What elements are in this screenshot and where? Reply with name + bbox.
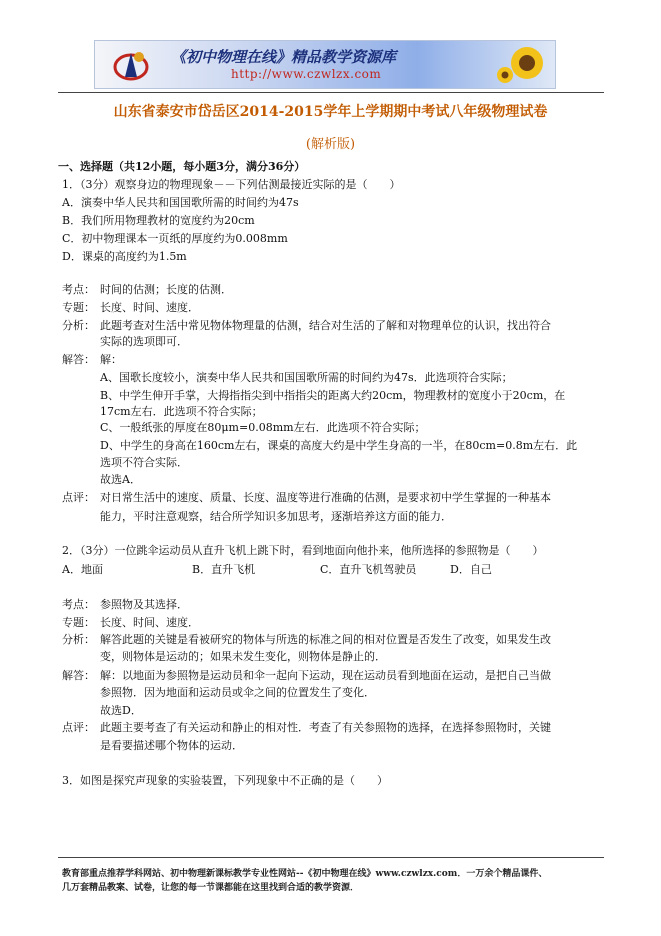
- q1-jieda-line-1: 解：: [100, 353, 122, 366]
- q1-option-a: A．演奏中华人民共和国国歌所需的时间约为47s: [62, 196, 299, 209]
- site-logo-icon: [113, 47, 149, 83]
- q1-dianping-line-1: 对日常生活中的速度、质量、长度、温度等进行准确的估测，是要求初中学生掌握的一种基本: [100, 491, 551, 504]
- q3-stem: 3．如图是探究声现象的实验装置，下列现象中不正确的是（ ）: [62, 774, 388, 787]
- q1-dianping-line-2: 能力，平时注意观察，结合所学知识多加思考，逐渐培养这方面的能力．: [100, 510, 452, 523]
- q2-option-c: C．直升飞机驾驶员: [320, 563, 417, 576]
- q1-jieda-line-5: C、一般纸张的厚度在80μm=0.08mm左右．此选项不符合实际；: [100, 421, 426, 434]
- section-heading: 一、选择题（共12小题，每小题3分，满分36分）: [58, 160, 306, 173]
- q1-kaodian-label: 考点：: [62, 283, 95, 296]
- q2-kaodian-label: 考点：: [62, 598, 95, 611]
- q1-zhuanti: 长度、时间、速度．: [100, 301, 199, 314]
- q1-jieda-line-2: A、国歌长度较小，演奏中华人民共和国国歌所需的时间约为47s．此选项符合实际；: [100, 371, 513, 384]
- q2-fenxi-line-2: 变，则物体是运动的；如果未发生变化，则物体是静止的．: [100, 650, 386, 663]
- q1-fenxi-line-1: 此题考查对生活中常见物体物理量的估测，结合对生活的了解和对物理单位的认识，找出符合: [100, 319, 551, 332]
- q1-jieda-line-7: 选项不符合实际．: [100, 456, 188, 469]
- document-title: 山东省泰安市岱岳区2014-2015学年上学期期中考试八年级物理试卷: [113, 104, 548, 120]
- document-subtitle: (解析版): [305, 137, 356, 152]
- footer-divider: [58, 857, 604, 858]
- q1-jieda-line-6: D、中学生的身高在160cm左右，课桌的高度大约是中学生身高的一半，在80cm=0.8m左右．此: [100, 439, 578, 452]
- q1-fenxi-label: 分析：: [62, 319, 95, 332]
- q1-stem: 1．（3分）观察身边的物理现象－－下列估测最接近实际的是（ ）: [62, 178, 401, 191]
- q2-stem: 2．（3分）一位跳伞运动员从直升飞机上跳下时，看到地面向他扑来，他所选择的参照物是（ ）: [62, 544, 544, 557]
- banner-title: 《初中物理在线》精品教学资源库: [171, 48, 397, 66]
- q1-jieda-line-8: 故选A．: [100, 473, 141, 486]
- q2-jieda-label: 解答：: [62, 669, 95, 682]
- footer-line-1: 教育部重点推荐学科网站、初中物理新课标教学专业性网站--《初中物理在线》www.czwlzx.com．一万余个精品课件、: [62, 869, 548, 879]
- q1-zhuanti-label: 专题：: [62, 301, 95, 314]
- q1-dianping-label: 点评：: [62, 491, 95, 504]
- q2-zhuanti: 长度、时间、速度．: [100, 616, 199, 629]
- q1-jieda-label: 解答：: [62, 353, 95, 366]
- q2-jieda-line-1: 解：以地面为参照物是运动员和伞一起向下运动，现在运动员看到地面在运动，是把自己当做: [100, 669, 551, 682]
- q2-option-d: D．自己: [450, 563, 492, 576]
- q2-jieda-line-2: 参照物．因为地面和运动员或伞之间的位置发生了变化．: [100, 686, 375, 699]
- q2-dianping-line-1: 此题主要考查了有关运动和静止的相对性．考查了有关参照物的选择，在选择参照物时，关键: [100, 721, 551, 734]
- q1-option-b: B．我们所用物理教材的宽度约为20cm: [62, 214, 255, 227]
- q2-fenxi-line-1: 解答此题的关键是看被研究的物体与所选的标准之间的相对位置是否发生了改变，如果发生改: [100, 633, 551, 646]
- q1-jieda-line-3: B、中学生伸开手掌，大拇指指尖到中指指尖的距离大约20cm，物理教材的宽度小于20cm，在: [100, 389, 566, 402]
- q1-jieda-line-4: 17cm左右．此选项不符合实际；: [100, 405, 263, 418]
- header-divider: [58, 92, 604, 93]
- q2-option-b: B．直升飞机: [192, 563, 256, 576]
- q2-dianping-line-2: 是看要描述哪个物体的运动．: [100, 739, 243, 752]
- q2-jieda-line-3: 故选D．: [100, 704, 142, 717]
- q2-kaodian: 参照物及其选择．: [100, 598, 188, 611]
- q2-fenxi-label: 分析：: [62, 633, 95, 646]
- banner-url[interactable]: http://www.czwlzx.com: [231, 67, 382, 81]
- q1-option-d: D．课桌的高度约为1.5m: [62, 250, 187, 263]
- header-banner: [94, 40, 556, 89]
- q2-dianping-label: 点评：: [62, 721, 95, 734]
- q2-zhuanti-label: 专题：: [62, 616, 95, 629]
- q1-fenxi-line-2: 实际的选项即可．: [100, 335, 188, 348]
- footer-line-2: 几万套精品教案、试卷，让您的每一节课都能在这里找到合适的教学资源．: [62, 883, 360, 893]
- sunflower-icon: [497, 43, 549, 87]
- q1-kaodian: 时间的估测；长度的估测．: [100, 283, 232, 296]
- q1-option-c: C．初中物理课本一页纸的厚度约为0.008mm: [62, 232, 288, 245]
- q2-option-a: A．地面: [62, 563, 103, 576]
